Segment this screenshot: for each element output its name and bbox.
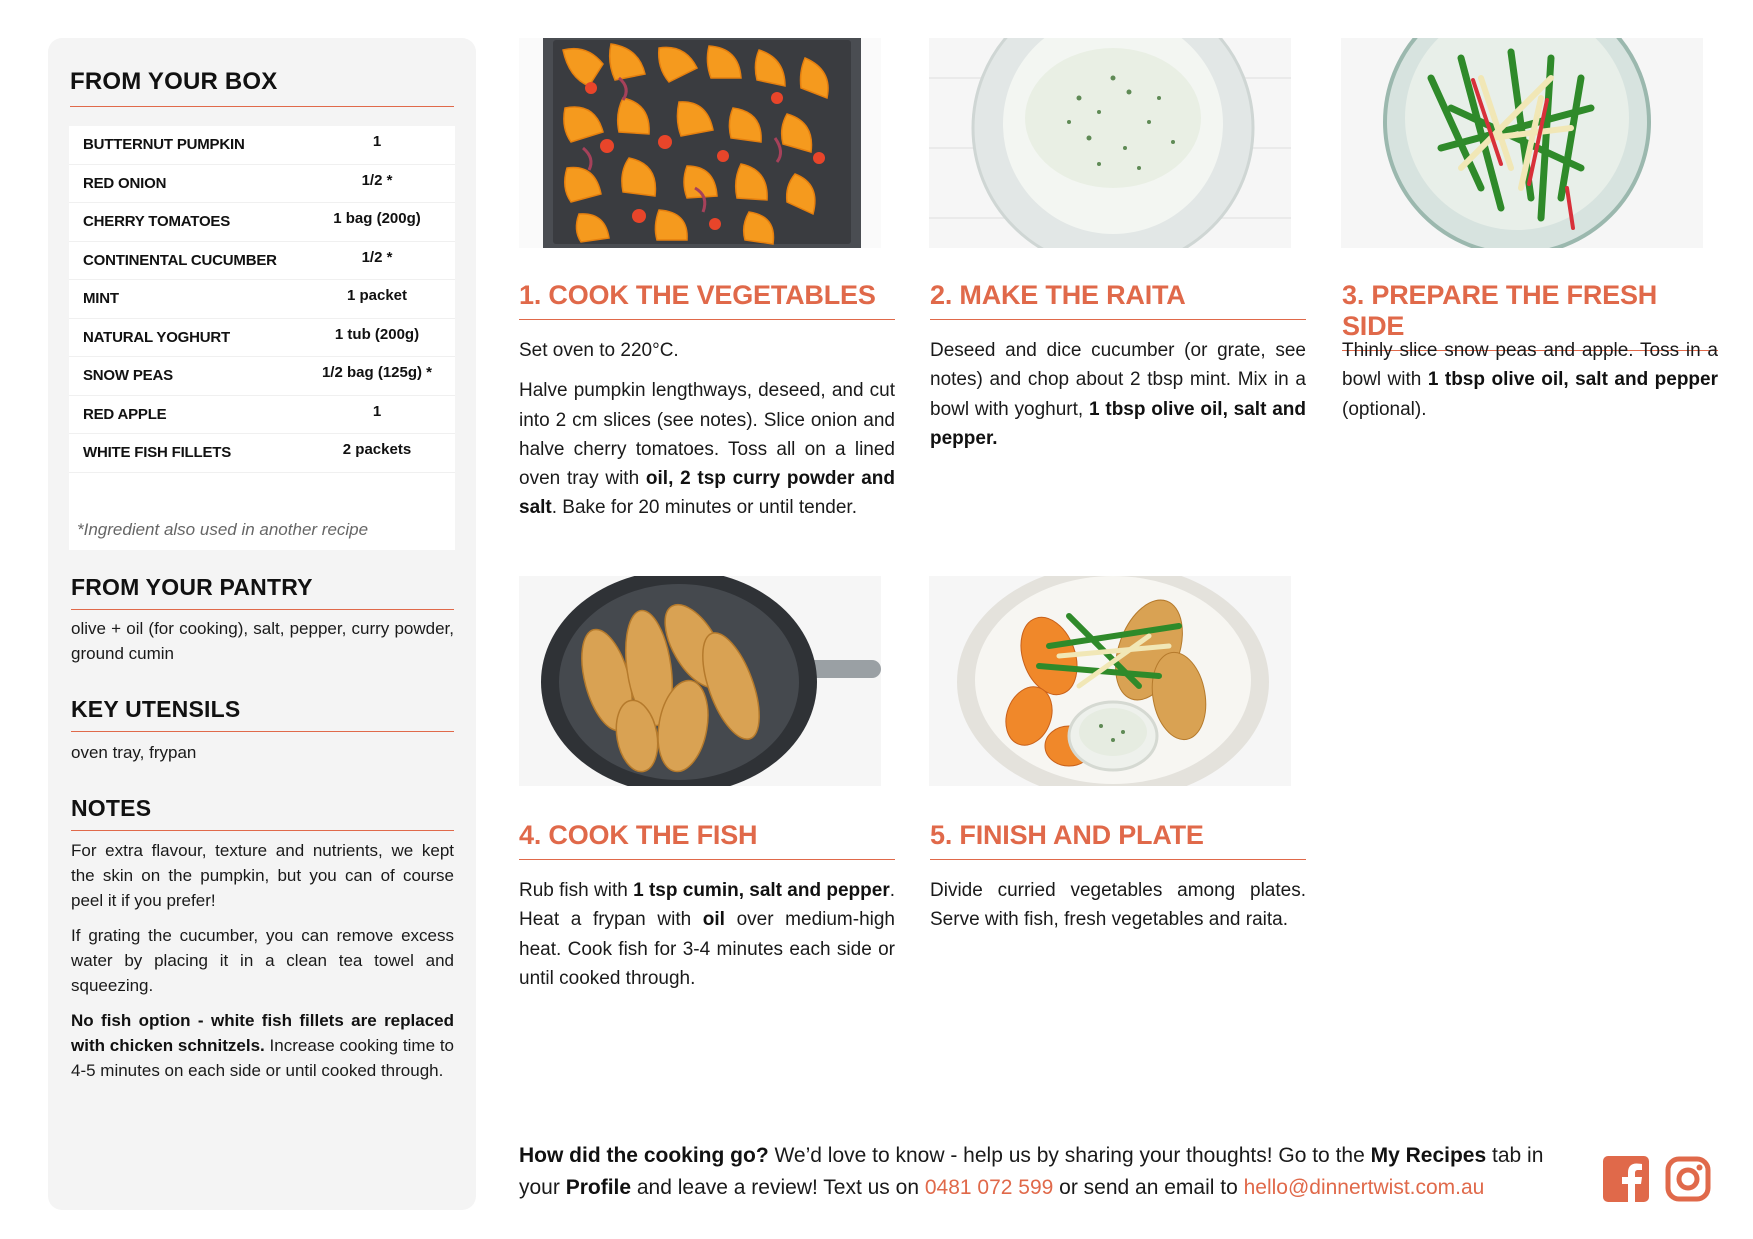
ingredient-row xyxy=(69,165,455,204)
ingredient-row xyxy=(69,126,455,165)
fish-in-frypan-image xyxy=(519,576,881,786)
roast-vegetables-tray-image xyxy=(519,38,881,248)
raita-bowl-image xyxy=(929,38,1291,248)
step-1-text-bold: oil, 2 tsp curry powder and salt xyxy=(519,468,895,519)
ingredient-quantity: 1/2 bag (125g) * xyxy=(321,364,433,382)
step-3-title: 3. PREPARE THE FRESH SIDE xyxy=(1342,280,1718,351)
ingredient-row xyxy=(69,396,455,435)
ingredient-name: SNOW PEAS xyxy=(83,367,173,385)
note-cucumber: If grating the cucumber, you can remove excess water by placing it in a clean tea towel and squeezing. xyxy=(71,926,454,995)
step-1-text-c: . Bake for 20 minutes or until tender. xyxy=(551,497,857,519)
note-no-fish-bold: No fish option - white fish fillets are replaced with chicken schnitzels. xyxy=(71,1011,454,1055)
step-4-text-e: over medium-high heat. Cook fish for 3-4 minutes each side or until cooked through. xyxy=(519,909,895,989)
step-2-text-bold: 1 tbsp olive oil, salt and pepper. xyxy=(930,398,1307,449)
ingredient-row xyxy=(69,280,455,319)
ingredient-name: NATURAL YOGHURT xyxy=(83,328,231,346)
note-pumpkin: For extra flavour, texture and nutrients, we kept the skin on the pumpkin, but you can of course peel it if you prefer! xyxy=(71,841,454,910)
step-4-title: 4. COOK THE FISH xyxy=(519,820,895,860)
ingredient-name: MINT xyxy=(83,290,119,308)
footer-question: How did the cooking go? xyxy=(519,1144,769,1167)
step-3-photo xyxy=(1341,38,1703,248)
step-4-text-a: Rub fish with xyxy=(519,880,634,901)
step-2-title: 2. MAKE THE RAITA xyxy=(930,280,1306,320)
ingredient-quantity: 1/2 * xyxy=(361,248,393,266)
step-2-photo xyxy=(929,38,1291,248)
step-5-title: 5. FINISH AND PLATE xyxy=(930,820,1306,860)
step-1-photo xyxy=(519,38,881,248)
ingredient-name: CHERRY TOMATOES xyxy=(83,213,231,231)
ingredient-quantity: 1 xyxy=(372,133,382,151)
ingredient-name: BUTTERNUT PUMPKIN xyxy=(83,136,245,154)
ingredient-quantity: 1 xyxy=(372,402,382,420)
ingredient-quantity: 1/2 * xyxy=(361,171,393,189)
footer-my-recipes: My Recipes xyxy=(1370,1144,1487,1167)
step-1-text-a: Halve pumpkin lengthways, deseed, and cut into 2 cm slices (see notes). Slice onion and halve cherry tomatoes. Toss all on a lined oven tray with xyxy=(519,380,895,490)
ingredient-quantity: 1 tub (200g) xyxy=(334,325,420,343)
footer-text-3: and leave a review! Text us on xyxy=(631,1176,925,1199)
ingredient-row xyxy=(69,434,455,473)
ingredient-footnote: *Ingredient also used in another recipe xyxy=(77,520,369,539)
ingredient-row xyxy=(69,242,455,281)
step-4-text-c: . Heat a frypan with xyxy=(519,880,895,931)
facebook-icon[interactable] xyxy=(1603,1156,1649,1202)
step-2-body xyxy=(930,336,1306,464)
footer-text-4: or send an email to xyxy=(1053,1176,1244,1199)
email-link[interactable]: hello@dinnertwist.com.au xyxy=(1243,1176,1485,1199)
note-no-fish xyxy=(71,1008,454,1083)
ingredient-name: CONTINENTAL CUCUMBER xyxy=(83,251,277,269)
ingredient-name: RED APPLE xyxy=(83,405,167,423)
ingredient-row xyxy=(69,319,455,358)
step-1-para-2 xyxy=(519,376,895,522)
ingredient-name: WHITE FISH FILLETS xyxy=(83,444,232,462)
step-3-text-a: Thinly slice snow peas and apple. Toss in a bowl with xyxy=(1342,340,1718,391)
ingredient-quantity: 1 bag (200g) xyxy=(333,210,421,228)
ingredient-quantity: 2 packets xyxy=(342,441,412,459)
ingredient-table xyxy=(69,126,455,550)
step-1-body xyxy=(519,336,895,534)
step-4-photo xyxy=(519,576,881,786)
finished-plate-image xyxy=(929,576,1291,786)
instagram-icon[interactable] xyxy=(1665,1156,1711,1202)
step-1-para-1: Set oven to 220°C. xyxy=(519,340,679,361)
utensils-text: oven tray, frypan xyxy=(71,743,197,762)
key-utensils-heading: KEY UTENSILS xyxy=(71,696,454,732)
ingredient-row xyxy=(69,203,455,242)
step-3-body xyxy=(1342,336,1718,435)
step-1-title: 1. COOK THE VEGETABLES xyxy=(519,280,895,320)
ingredient-name: RED ONION xyxy=(83,174,167,192)
step-4-text-bold-1: 1 tsp cumin, salt and pepper xyxy=(633,880,890,901)
footer-text-1: We’d love to know - help us by sharing your thoughts! Go to the xyxy=(768,1144,1371,1167)
fresh-side-salad-image xyxy=(1341,38,1703,248)
step-2-para-1 xyxy=(930,336,1306,453)
step-2-text-a: Deseed and dice cucumber (or grate, see notes) and chop about 2 tbsp mint. Mix in a bowl with yoghurt, xyxy=(930,340,1306,420)
note-no-fish-rest: Increase cooking time to 4-5 minutes on each side or until cooked through. xyxy=(71,1036,454,1080)
phone-link[interactable]: 0481 072 599 xyxy=(924,1176,1054,1199)
step-3-text-bold: 1 tbsp olive oil, salt and pepper xyxy=(1427,369,1718,391)
footer-text-2: tab in your xyxy=(519,1144,1544,1199)
step-4-body xyxy=(519,876,895,1004)
notes-body xyxy=(71,838,454,1093)
feedback-footer xyxy=(519,1140,1579,1204)
step-3-text-c: (optional). xyxy=(1342,398,1427,420)
notes-heading: NOTES xyxy=(71,795,454,831)
step-4-text-bold-2: oil xyxy=(702,909,725,931)
sidebar xyxy=(48,38,476,1210)
from-your-box-heading: FROM YOUR BOX xyxy=(70,68,454,107)
ingredient-quantity: 1 packet xyxy=(346,287,408,305)
step-4-para-1 xyxy=(519,876,895,993)
pantry-text: olive + oil (for cooking), salt, pepper, curry powder, ground cumin xyxy=(71,619,454,663)
ingredient-row xyxy=(69,357,455,396)
step-5-para-1: Divide curried vegetables among plates. Serve with fish, fresh vegetables and raita. xyxy=(930,880,1306,931)
step-5-photo xyxy=(929,576,1291,786)
step-5-body xyxy=(930,876,1306,946)
step-3-para-1 xyxy=(1342,336,1718,424)
footer-profile: Profile xyxy=(565,1176,632,1199)
from-your-pantry-heading: FROM YOUR PANTRY xyxy=(71,574,454,610)
